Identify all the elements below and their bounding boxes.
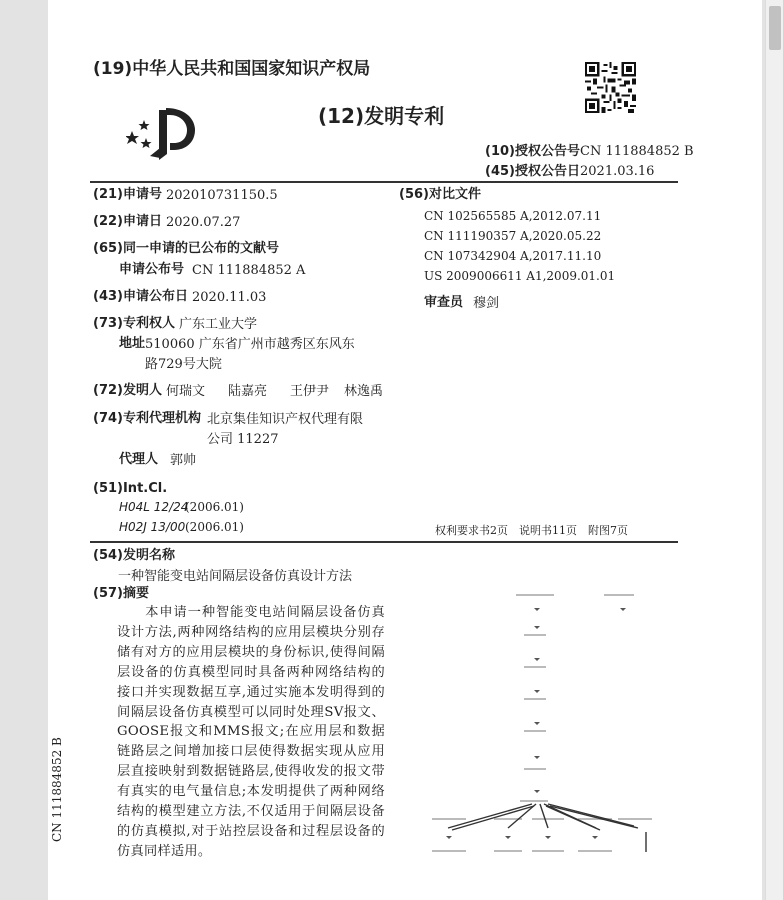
inventor-name: 何瑞文 [166,384,206,399]
scrollbar-thumb[interactable] [769,6,781,50]
publication-date-value: 2020.11.03 [192,290,267,305]
examiner-label: 审查员 [424,295,464,310]
side-publication-code: CN 111884852 B [50,737,64,842]
reference-item: CN 111190357 A,2020.05.22 [424,229,602,243]
address-line-1: 510060 广东省广州市越秀区东风东 [145,337,355,352]
intcl-year: (2006.01) [185,500,244,514]
section-divider [90,541,678,543]
inventor-name: 林逸禹 [344,384,384,399]
application-date-label: (22)申请日 [93,214,162,229]
reference-item: CN 102565585 A,2012.07.11 [424,209,602,223]
publication-number-label: 申请公布号 [119,262,185,277]
intcl-year: (2006.01) [185,520,244,534]
qr-code-icon [585,62,636,113]
reference-item: US 2009006611 A1,2009.01.01 [424,269,616,283]
abstract-text: 本申请一种智能变电站间隔层设备仿真设计方法,两种网络结构的应用层模块分别存储有对方的应用层模块的身份标识,使得间隔层设备的仿真模型同时具备两种网络结构的接口并实现数据互享,通过实施本发明得到的间隔层设备仿真模型可以同时处理SV报文、GOOSE报文和MMS报文;在应用层和数据链路层之间增加接口层使得数据实现从应用层直接映射到数据链路层,使得收发的报文带有真实的电气量信息;本发明提供了两种网络结构的模型建立方法,不仅适用于间隔层设备的仿真模拟,对于站控层设备和过程层设备的仿真同样适用。 [117,605,385,859]
agent-value: 郭帅 [170,453,197,468]
publication-date-label: (43)申请公布日 [93,289,188,304]
invention-title-label: (54)发明名称 [93,548,175,563]
intcl-code: H02J 13/00 [119,520,186,534]
examiner-value: 穆剑 [473,296,500,311]
patentee-label: (73)专利权人 [93,316,175,331]
abstract-label: (57)摘要 [93,586,149,601]
grant-date-value: 2021.03.16 [580,164,655,179]
office-name: (19)中华人民共和国国家知识产权局 [93,59,371,79]
inventor-name: 陆嘉亮 [228,384,268,399]
grant-date-label: (45)授权公告日 [485,164,580,179]
address-line-2: 路729号大院 [145,357,222,372]
inventor-name: 王伊尹 [290,384,330,399]
application-number-value: 202010731150.5 [166,188,278,203]
document-type: (12)发明专利 [318,104,445,128]
patent-page [48,0,762,900]
vertical-scrollbar[interactable] [765,0,783,900]
address-label: 地址 [119,336,146,351]
agency-label: (74)专利代理机构 [93,411,201,426]
representative-drawing [428,590,678,860]
inventors-label: (72)发明人 [93,383,162,398]
references-label: (56)对比文件 [399,187,481,202]
office-logo-icon [126,104,198,162]
publication-number-value: CN 111884852 A [192,263,306,278]
grant-number-value: CN 111884852 B [580,144,694,159]
agency-line-2: 公司 11227 [207,432,279,447]
flowchart-figure [428,590,678,860]
intcl-label: (51)Int.Cl. [93,481,168,496]
application-date-value: 2020.07.27 [166,215,241,230]
header-divider [90,181,678,183]
invention-title: 一种智能变电站间隔层设备仿真设计方法 [118,569,353,584]
same-application-label: (65)同一申请的已公布的文献号 [93,241,279,256]
agent-label: 代理人 [119,452,159,467]
application-number-label: (21)申请号 [93,187,162,202]
intcl-code: H04L 12/24 [119,500,189,514]
agency-line-1: 北京集佳知识产权代理有限 [207,412,364,427]
page-count: 权利要求书2页 说明书11页 附图7页 [435,524,628,537]
grant-number-label: (10)授权公告号 [485,144,580,159]
patentee-value: 广东工业大学 [179,317,258,332]
reference-item: CN 107342904 A,2017.11.10 [424,249,602,263]
